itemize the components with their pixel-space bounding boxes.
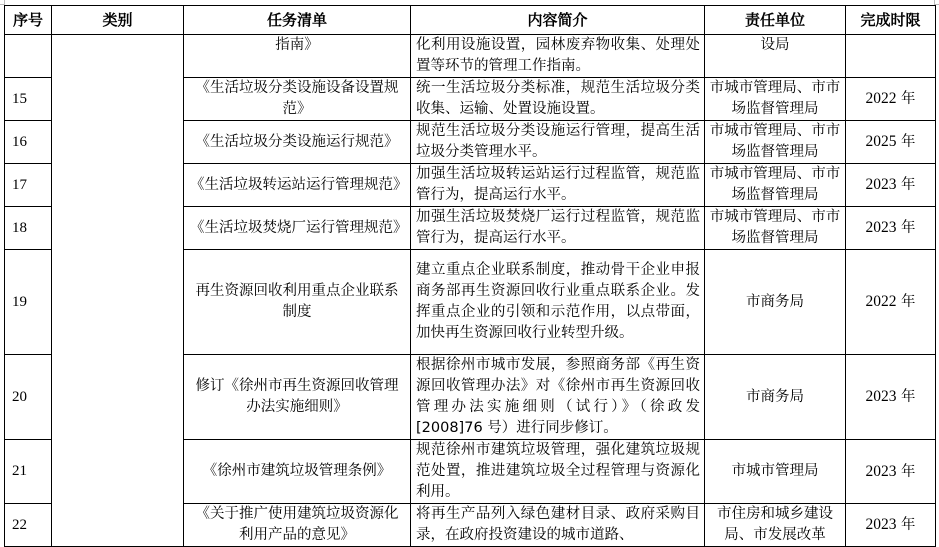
deadline-year: 2023 bbox=[865, 462, 897, 480]
cell-responsible-unit: 设局 bbox=[705, 35, 846, 78]
cell-task: 指南》 bbox=[184, 35, 411, 78]
deadline-year: 2023 bbox=[865, 176, 897, 193]
table-row bbox=[5, 35, 936, 78]
table-header-row bbox=[5, 6, 936, 35]
cell-responsible-unit: 市城市管理局、市市场监督管理局 bbox=[705, 207, 846, 250]
cell-index: 22 bbox=[5, 504, 52, 547]
deadline-suffix: 年 bbox=[901, 177, 916, 193]
cell-responsible-unit: 市商务局 bbox=[705, 250, 846, 355]
cell-description: 规范生活垃圾分类设施运行管理，提高生活垃圾分类管理水平。 bbox=[411, 121, 705, 164]
deadline-suffix: 年 bbox=[901, 220, 916, 236]
cell-description: 将再生产品列入绿色建材目录、政府采购目录，在政府投资建设的城市道路、 bbox=[411, 504, 705, 547]
cell-deadline bbox=[846, 207, 936, 250]
header-responsible-unit: 责任单位 bbox=[705, 6, 846, 35]
deadline-year: 2023 bbox=[865, 388, 897, 405]
cell-responsible-unit: 市城市管理局、市市场监督管理局 bbox=[705, 78, 846, 121]
cell-index: 20 bbox=[5, 355, 52, 440]
cell-description: 统一生活垃圾分类标准，规范生活垃圾分类收集、运输、处置设施设置。 bbox=[411, 78, 705, 121]
cell-index: 15 bbox=[5, 78, 52, 121]
cell-task: 《生活垃圾转运站运行管理规范》 bbox=[184, 164, 411, 207]
cell-deadline bbox=[846, 164, 936, 207]
cell-index: 18 bbox=[5, 207, 52, 250]
cell-description: 化利用设施设置，园林废弃物收集、处理处置等环节的管理工作指南。 bbox=[411, 35, 705, 78]
cell-responsible-unit: 市城市管理局、市市场监督管理局 bbox=[705, 164, 846, 207]
deadline-year: 2023 bbox=[865, 219, 897, 236]
deadline-year: 2022 bbox=[865, 90, 897, 107]
deadline-suffix: 年 bbox=[901, 91, 916, 107]
header-deadline: 完成时限 bbox=[846, 6, 936, 35]
header-task: 任务清单 bbox=[184, 6, 411, 35]
cell-responsible-unit: 市住房和城乡建设局、市发展改革 bbox=[705, 504, 846, 547]
cell-task: 《生活垃圾分类设施设备设置规范》 bbox=[184, 78, 411, 121]
cell-responsible-unit: 市商务局 bbox=[705, 355, 846, 440]
cell-description: 加强生活垃圾焚烧厂运行过程监管，规范监管行为，提高运行水平。 bbox=[411, 207, 705, 250]
deadline-year: 2022 bbox=[865, 293, 897, 310]
header-category: 类别 bbox=[52, 6, 184, 35]
cell-deadline bbox=[846, 440, 936, 504]
cell-deadline bbox=[846, 121, 936, 164]
deadline-year: 2025 bbox=[865, 133, 897, 150]
deadline-suffix: 年 bbox=[901, 517, 916, 533]
cell-index bbox=[5, 35, 52, 78]
cell-task: 《关于推广使用建筑垃圾资源化利用产品的意见》 bbox=[184, 504, 411, 547]
header-index: 序号 bbox=[5, 6, 52, 35]
cell-deadline bbox=[846, 355, 936, 440]
cell-deadline bbox=[846, 35, 936, 78]
cell-task: 《生活垃圾分类设施运行规范》 bbox=[184, 121, 411, 164]
cell-task: 《徐州市建筑垃圾管理条例》 bbox=[184, 440, 411, 504]
header-description: 内容简介 bbox=[411, 6, 705, 35]
cell-deadline bbox=[846, 504, 936, 547]
cell-description: 建立重点企业联系制度，推动骨干企业申报商务部再生资源回收行业重点联系企业。发挥重点企业的引领和示范作用，以点带面，加快再生资源回收行业转型升级。 bbox=[411, 250, 705, 355]
cell-description: 根据徐州市城市发展，参照商务部《再生资源回收管理办法》对《徐州市再生资源回收管理办法实施细则（试行）》（徐政发[2008]76 号）进行同步修订。 bbox=[411, 355, 705, 440]
cell-deadline bbox=[846, 250, 936, 355]
cell-task: 再生资源回收利用重点企业联系制度 bbox=[184, 250, 411, 355]
cell-deadline bbox=[846, 78, 936, 121]
deadline-suffix: 年 bbox=[901, 134, 916, 150]
cell-index: 16 bbox=[5, 121, 52, 164]
cell-task: 《生活垃圾焚烧厂运行管理规范》 bbox=[184, 207, 411, 250]
deadline-year: 2023 bbox=[865, 516, 897, 533]
cell-responsible-unit: 市城市管理局 bbox=[705, 440, 846, 504]
cell-responsible-unit: 市城市管理局、市市场监督管理局 bbox=[705, 121, 846, 164]
cell-index: 17 bbox=[5, 164, 52, 207]
cell-category bbox=[52, 35, 184, 547]
cell-index: 21 bbox=[5, 440, 52, 504]
deadline-suffix: 年 bbox=[901, 294, 916, 310]
task-list-table bbox=[4, 5, 936, 547]
cell-description: 规范徐州市建筑垃圾管理，强化建筑垃圾规范处置，推进建筑垃圾全过程管理与资源化利用。 bbox=[411, 440, 705, 504]
deadline-suffix: 年 bbox=[901, 463, 916, 480]
cell-description: 加强生活垃圾转运站运行过程监管，规范监管行为，提高运行水平。 bbox=[411, 164, 705, 207]
cell-index: 19 bbox=[5, 250, 52, 355]
cell-task: 修订《徐州市再生资源回收管理办法实施细则》 bbox=[184, 355, 411, 440]
deadline-suffix: 年 bbox=[901, 389, 916, 405]
